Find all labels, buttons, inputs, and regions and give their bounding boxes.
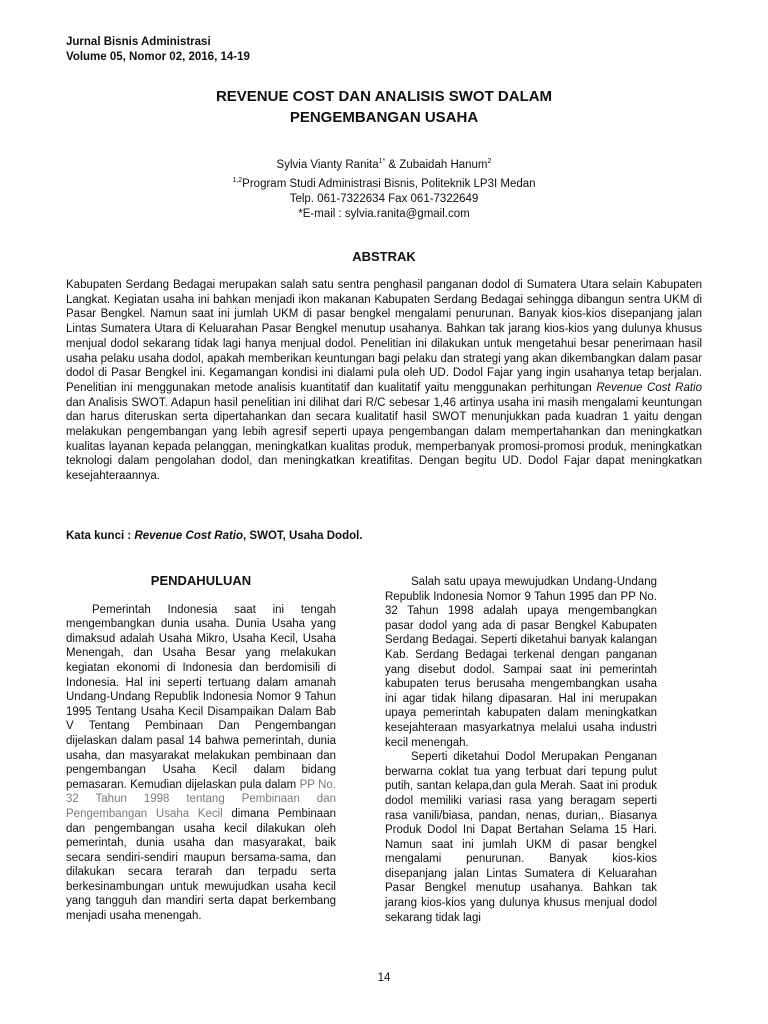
author-1-marker: 1* <box>378 158 386 165</box>
author-block <box>0 154 768 222</box>
contact-email: *E-mail : sylvia.ranita@gmail.com <box>298 207 470 220</box>
keywords <box>66 529 702 544</box>
paragraph: Salah satu upaya mewujudkan Undang-Undang Republik Indonesia Nomor 9 Tahun 1995 dan PP No. 32 Tahun 1998 adalah upaya mengembangkan pasar dodol yang ada di pasar Bengkel Kabupaten Serdang Bedagai. Seperti diketahui banyak kalangan Kab. Serdang Bedagai terkenal dengan panganan yang disebut dodol. Sampai saat ini pemerintah kabupaten terus berusaha mengembangkan usaha ini agar tidak hilang dipasaran. Hal ini merupakan upaya pemerintah kabupaten dalam meningkatkan kesejahteraan masyarkatnya melalui usaha industri kecil menengah. <box>385 576 657 749</box>
section-heading-pendahuluan: PENDAHULUAN <box>150 573 252 588</box>
journal-volume: Volume 05, Nomor 02, 2016, 14-19 <box>66 51 250 63</box>
abstract-text-part-2: dan Analisis SWOT. Adapun hasil penelitian ini dilihat dari R/C sebesar 1,46 artinya usaha ini masih mengalami keuntungan dan harus diteruskan serta dipertahankan dan secara kualitatif hasil SWOT menunjukkan pada kuadran 1 yaitu dengan melakukan pengembangan yang lebih agresif seperti upaya pengembangan dalam mempertahankan dan meningkatkan kualitas layanan kepada pelanggan, meningkatkan kualitas produk, memperbanyak promosi-promosi produk, meningkatkan teknologi dalam pengolahan dodol, dan meningkatkan kreatifitas. Dengan begitu UD. Dodol Fajar dapat meningkatkan kesejahteraannya. <box>66 396 702 483</box>
paragraph-text: Pemerintah Indonesia saat ini tengah mengembangkan dunia usaha. Dunia Usaha yang dimaksud adalah Usaha Mikro, Usaha Kecil, Usaha Menengah, dan Usaha Besar yang melakukan kegiatan ekonomi di Indonesia dan berdomisili di Indonesia. Hal ini seperti tertuang dalam amanah Undang-Undang Republik Indonesia Nomor 9 Tahun 1995 Tentang Usaha Kecil Disampaikan Dalam Bab V Tentang Pembinaan Dan Pengembangan dijelaskan dalam pasal 14 bahwa pemerintah, dunia usaha, dan masyarakat melakukan pembinaan dan pengembangan Usaha Kecil dalam bidang pemasaran. Kemudian dijelaskan pula dalam <box>66 603 336 791</box>
affiliation <box>0 173 768 192</box>
title-line-1: REVENUE COST DAN ANALISIS SWOT DALAM <box>215 88 553 105</box>
paragraph-text: dimana Pembinaan dan pengembangan usaha kecil dilakukan oleh pemerintah, dunia usaha dan masyarakat, baik secara sendiri-sendiri maupun bersama-sama, dan dilakukan secara terarah dan terpadu serta berkesinambungan untuk mewujudkan usaha kecil yang tangguh dan mandiri serta dapat berkembang menjadi usaha menengah. <box>66 807 336 923</box>
journal-name: Jurnal Bisnis Administrasi <box>66 36 211 48</box>
author-1-name: Sylvia Vianty Ranita <box>276 158 379 171</box>
abstract-italic-term: Revenue Cost Ratio <box>596 381 702 394</box>
paragraph: Seperti diketahui Dodol Merupakan Penganan berwarna coklat tua yang terbuat dari tepung pulut putih, santan kelapa,dan gula Merah. Saat ini produk dodol memiliki variasi rasa yang beragam seperti rasa vanili/biasa, pandan, nenas, durian,. Biasanya Produk Dodol Ini Dapat Bertahan Selama 15 Hari. Namun saat ini jumlah UKM di pasar bengkel mengalami penurunan. Banyak kios-kios disepanjang jalan Lintas Sumatera di Keluarahan Pasar Bengkel menutup usahanya. Bahkan tak jarang kios-kios yang dulunya khusus menjual dodol sekarang tidak lagi <box>385 751 657 924</box>
author-2-marker: 2 <box>487 158 492 165</box>
keywords-rest: , SWOT, Usaha Dodol. <box>243 530 363 542</box>
affiliation-marker: 1,2 <box>232 176 243 184</box>
right-column <box>385 575 657 925</box>
keywords-italic-term: Revenue Cost Ratio <box>134 530 244 542</box>
abstract-text <box>66 278 702 484</box>
contact-phone: Telp. 061-7322634 Fax 061-7322649 <box>289 192 479 205</box>
left-column <box>66 574 336 924</box>
keywords-label: Kata kunci : <box>66 530 135 542</box>
author-names <box>0 154 768 173</box>
journal-header <box>66 35 250 65</box>
affiliation-text: Program Studi Administrasi Bisnis, Politeknik LP3I Medan <box>242 177 536 190</box>
paragraph <box>66 603 336 924</box>
author-2-name: & Zubaidah Hanum <box>385 158 488 171</box>
abstract-text-part-1: Kabupaten Serdang Bedagai merupakan salah satu sentra penghasil panganan dodol di Sumatera Utara selain Kabupaten Langkat. Kegiatan usaha ini bahkan menjadi ikon makanan Kabupaten Serdang Bedagai sehingga dibangun sentra UKM di Pasar Bengkel. Namun saat ini jumlah UKM di pasar bengkel mengalami penurunan. Banyak kios-kios disepanjang jalan Lintas Sumatera Utara di Keluarahan Pasar Bengkel menutup usahanya. Bahkan tak jarang kios-kios yang dulunya khusus menjual dodol sekarang tidak lagi hanya menjual dodol. Penelitian ini dilakukan untuk mengetahui besar penerimaan hasil usaha pelaku usaha dodol, apakah memberikan keuntungan bagi pelaku dan strategi yang akan dikembangkan dalam pasar dodol di Pasar Bengkel ini. Kegamangan kondisi ini dialami pula oleh UD. Dodol Fajar yang ingin usahanya tetap berjalan. Penelitian ini menggunakan metode analisis kuantitatif dan kualitatif yaitu menggunakan perhitungan <box>66 279 702 394</box>
page-number: 14 <box>377 972 391 984</box>
title-line-2: PENGEMBANGAN USAHA <box>289 109 479 126</box>
abstract-heading: ABSTRAK <box>352 249 416 264</box>
gray-citation: PP No. 32 Tahun 1998 tentang Pembinaan dan Pengembangan Usaha Kecil <box>66 778 336 820</box>
paper-title <box>0 86 768 128</box>
